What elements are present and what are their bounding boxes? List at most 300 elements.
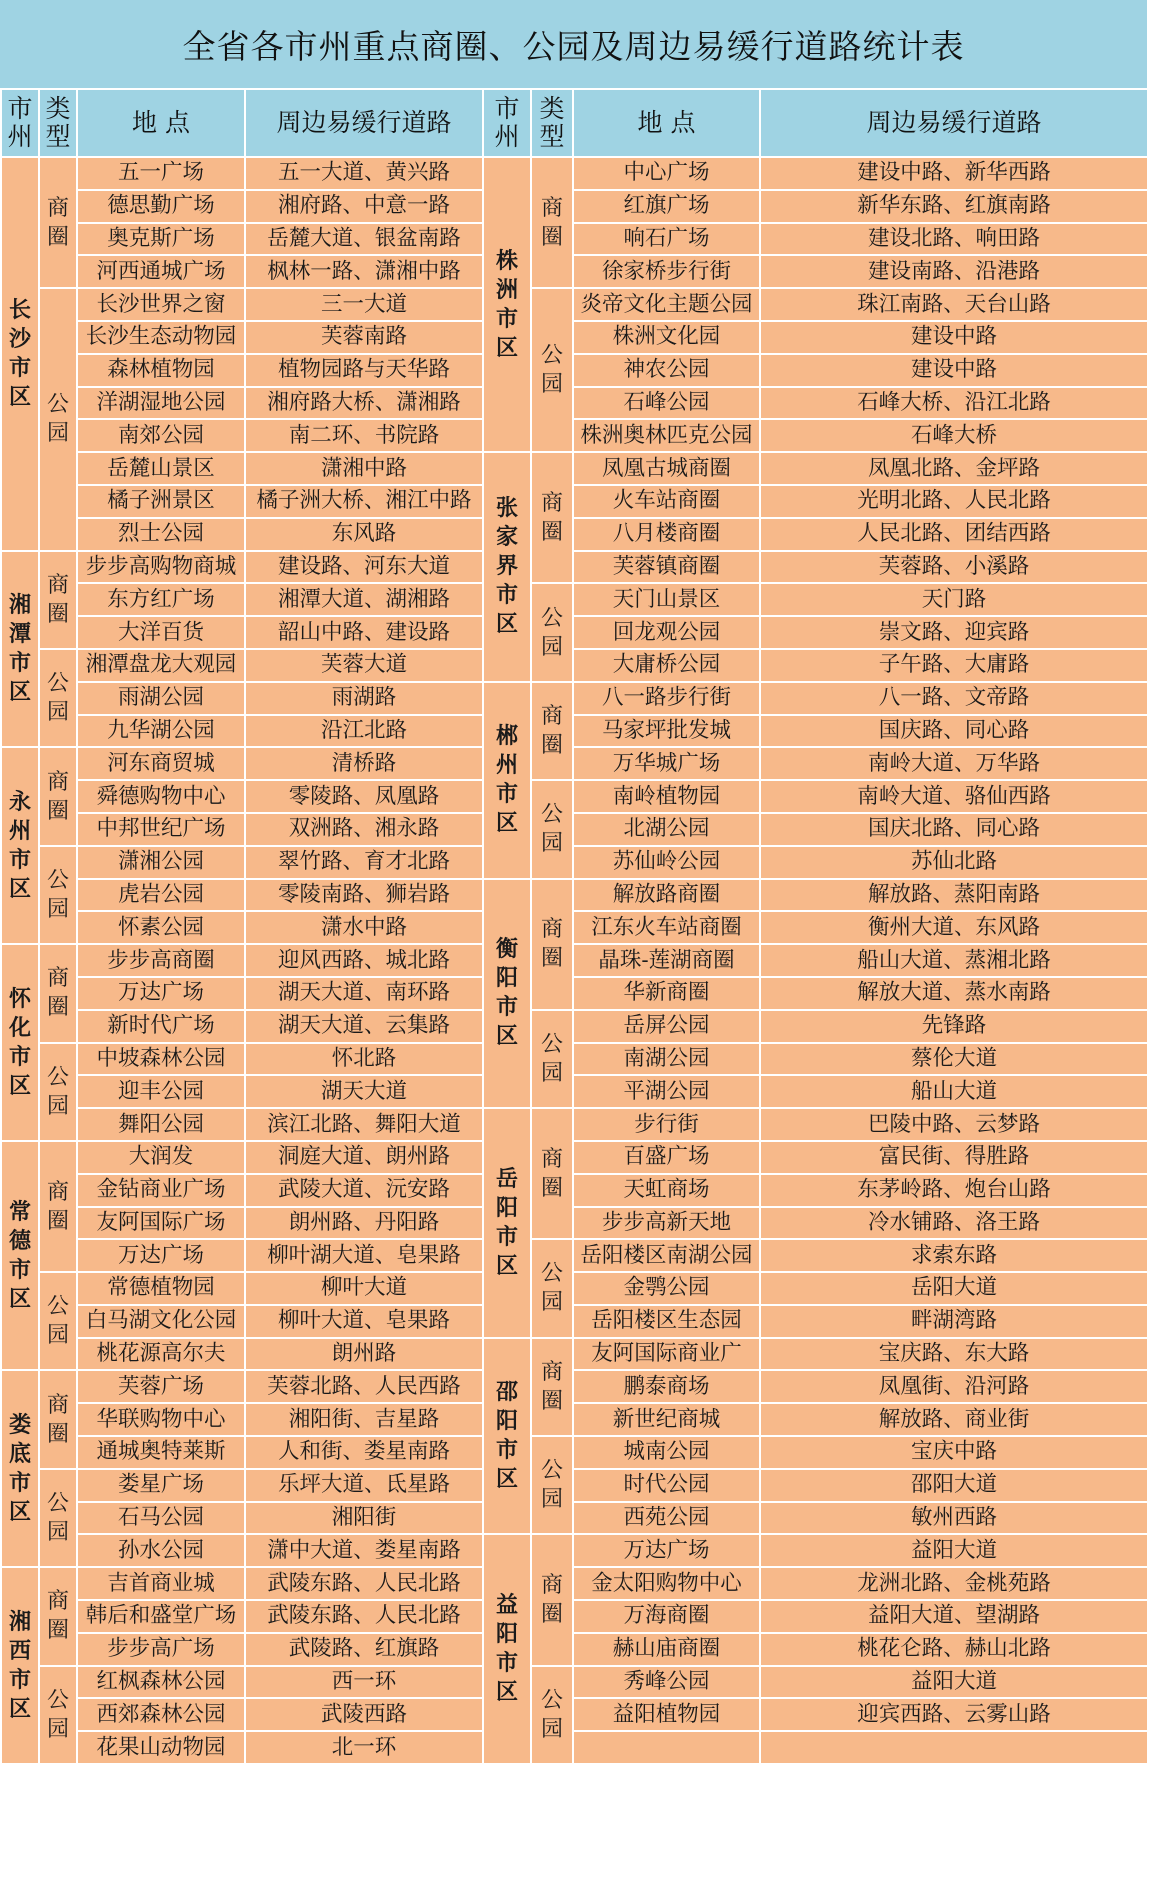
location-cell: 万达广场 xyxy=(573,1534,760,1567)
vertical-text: 永州市区 xyxy=(8,788,31,902)
location-cell: 森林植物园 xyxy=(77,354,245,387)
header-location: 地 点 xyxy=(77,89,245,157)
location-cell: 奥克斯广场 xyxy=(77,223,245,256)
table-row xyxy=(1,1174,1148,1207)
location-cell: 石马公园 xyxy=(77,1502,245,1535)
roads-cell: 潇中大道、娄星南路 xyxy=(245,1534,483,1567)
roads-cell: 益阳大道 xyxy=(760,1666,1148,1699)
city-cell xyxy=(483,682,531,879)
roads-cell: 衡州大道、东风路 xyxy=(760,911,1148,944)
location-cell: 步步高商圈 xyxy=(77,944,245,977)
location-cell: 步行街 xyxy=(573,1108,760,1141)
city-cell xyxy=(1,1141,39,1371)
location-cell: 东方红广场 xyxy=(77,583,245,616)
location-cell: 万华城广场 xyxy=(573,747,760,780)
roads-cell: 益阳大道 xyxy=(760,1534,1148,1567)
location-cell: 大润发 xyxy=(77,1141,245,1174)
roads-cell: 解放路、蒸阳南路 xyxy=(760,879,1148,912)
roads-cell: 芙蓉北路、人民西路 xyxy=(245,1370,483,1403)
vertical-text: 商圈 xyxy=(540,195,563,250)
header-city: 市州 xyxy=(483,89,531,157)
location-cell: 河西通城广场 xyxy=(77,255,245,288)
location-cell: 虎岩公园 xyxy=(77,879,245,912)
roads-cell: 洞庭大道、朗州路 xyxy=(245,1141,483,1174)
table-row xyxy=(1,551,1148,584)
type-cell xyxy=(39,1666,77,1764)
roads-cell: 石峰大桥 xyxy=(760,419,1148,452)
roads-cell: 岳麓大道、银盆南路 xyxy=(245,223,483,256)
roads-cell: 先锋路 xyxy=(760,1010,1148,1043)
location-cell: 益阳植物园 xyxy=(573,1698,760,1731)
table-row xyxy=(1,321,1148,354)
location-cell: 八月楼商圈 xyxy=(573,518,760,551)
location-cell: 晶珠-莲湖商圈 xyxy=(573,944,760,977)
table-row xyxy=(1,649,1148,682)
location-cell: 石峰公园 xyxy=(573,387,760,420)
city-cell xyxy=(483,452,531,682)
city-cell xyxy=(1,1567,39,1764)
table-row xyxy=(1,1338,1148,1371)
table-row xyxy=(1,223,1148,256)
table-row xyxy=(1,1272,1148,1305)
location-cell: 怀素公园 xyxy=(77,911,245,944)
location-cell: 中坡森林公园 xyxy=(77,1043,245,1076)
city-cell xyxy=(483,157,531,452)
location-cell: 华新商圈 xyxy=(573,977,760,1010)
table-row xyxy=(1,1010,1148,1043)
vertical-text: 商圈 xyxy=(46,572,69,627)
table-row xyxy=(1,1403,1148,1436)
location-cell: 天虹商场 xyxy=(573,1174,760,1207)
roads-cell: 建设路、河东大道 xyxy=(245,551,483,584)
roads-cell: 翠竹路、育才北路 xyxy=(245,846,483,879)
table-row xyxy=(1,255,1148,288)
roads-cell: 芙蓉路、小溪路 xyxy=(760,551,1148,584)
roads-cell: 柳叶大道 xyxy=(245,1272,483,1305)
location-cell: 岳阳楼区生态园 xyxy=(573,1305,760,1338)
roads-cell xyxy=(760,1731,1148,1764)
vertical-text: 湘西市区 xyxy=(8,1608,31,1722)
roads-cell: 国庆北路、同心路 xyxy=(760,813,1148,846)
roads-cell: 新华东路、红旗南路 xyxy=(760,190,1148,223)
location-cell: 河东商贸城 xyxy=(77,747,245,780)
location-cell: 芙蓉广场 xyxy=(77,1370,245,1403)
vertical-text: 商圈 xyxy=(46,966,69,1021)
header-location: 地 点 xyxy=(573,89,760,157)
type-cell xyxy=(531,1534,573,1665)
vertical-text: 长沙市区 xyxy=(8,296,31,410)
roads-cell: 枫林一路、潇湘中路 xyxy=(245,255,483,288)
type-cell xyxy=(531,1239,573,1337)
table-row xyxy=(1,780,1148,813)
location-cell: 岳阳楼区南湖公园 xyxy=(573,1239,760,1272)
location-cell: 通城奥特莱斯 xyxy=(77,1436,245,1469)
roads-cell: 芙蓉南路 xyxy=(245,321,483,354)
roads-cell: 桃花仑路、赫山北路 xyxy=(760,1633,1148,1666)
location-cell: 韩后和盛堂广场 xyxy=(77,1600,245,1633)
location-cell: 炎帝文化主题公园 xyxy=(573,288,760,321)
table-row xyxy=(1,288,1148,321)
roads-cell: 珠江南路、天台山路 xyxy=(760,288,1148,321)
header-roads: 周边易缓行道路 xyxy=(760,89,1148,157)
location-cell: 火车站商圈 xyxy=(573,485,760,518)
location-cell: 华联购物中心 xyxy=(77,1403,245,1436)
table-row xyxy=(1,1370,1148,1403)
location-cell: 北湖公园 xyxy=(573,813,760,846)
roads-cell: 人和街、娄星南路 xyxy=(245,1436,483,1469)
roads-cell: 建设中路 xyxy=(760,354,1148,387)
roads-cell: 邵阳大道 xyxy=(760,1469,1148,1502)
location-cell: 江东火车站商圈 xyxy=(573,911,760,944)
vertical-text: 公园 xyxy=(540,1031,563,1086)
type-cell xyxy=(39,1141,77,1272)
location-cell: 株洲奥林匹克公园 xyxy=(573,419,760,452)
table-row xyxy=(1,1305,1148,1338)
table-row xyxy=(1,846,1148,879)
table-row xyxy=(1,1534,1148,1567)
table-row xyxy=(1,944,1148,977)
vertical-text: 岳阳市区 xyxy=(495,1165,518,1279)
table-row xyxy=(1,682,1148,715)
vertical-text: 商圈 xyxy=(540,490,563,545)
roads-cell: 建设中路、新华西路 xyxy=(760,157,1148,190)
type-cell xyxy=(531,288,573,452)
vertical-text: 衡阳市区 xyxy=(495,936,518,1050)
location-cell: 中邦世纪广场 xyxy=(77,813,245,846)
location-cell: 步步高广场 xyxy=(77,1633,245,1666)
type-cell xyxy=(531,1108,573,1239)
roads-cell: 双洲路、湘永路 xyxy=(245,813,483,846)
location-cell: 友阿国际商业广 xyxy=(573,1338,760,1371)
roads-cell: 植物园路与天华路 xyxy=(245,354,483,387)
table-row xyxy=(1,813,1148,846)
roads-cell: 零陵南路、狮岩路 xyxy=(245,879,483,912)
vertical-text: 怀化市区 xyxy=(8,985,31,1099)
roads-cell: 西一环 xyxy=(245,1666,483,1699)
roads-cell: 蔡伦大道 xyxy=(760,1043,1148,1076)
roads-cell: 南二环、书院路 xyxy=(245,419,483,452)
roads-cell: 清桥路 xyxy=(245,747,483,780)
location-cell: 时代公园 xyxy=(573,1469,760,1502)
vertical-text: 商圈 xyxy=(540,1573,563,1628)
location-cell: 友阿国际广场 xyxy=(77,1207,245,1240)
type-cell xyxy=(531,1666,573,1764)
roads-cell: 苏仙北路 xyxy=(760,846,1148,879)
city-cell xyxy=(483,1108,531,1338)
roads-cell: 子午路、大庸路 xyxy=(760,649,1148,682)
location-cell: 长沙生态动物园 xyxy=(77,321,245,354)
roads-cell: 韶山中路、建设路 xyxy=(245,616,483,649)
roads-cell: 益阳大道、望湖路 xyxy=(760,1600,1148,1633)
roads-cell: 湖天大道、南环路 xyxy=(245,977,483,1010)
roads-cell: 建设中路 xyxy=(760,321,1148,354)
roads-cell: 东茅岭路、炮台山路 xyxy=(760,1174,1148,1207)
location-cell: 迎丰公园 xyxy=(77,1075,245,1108)
roads-cell: 雨湖路 xyxy=(245,682,483,715)
roads-cell: 敏州西路 xyxy=(760,1502,1148,1535)
statistics-table xyxy=(0,88,1149,1765)
vertical-text: 湘潭市区 xyxy=(8,591,31,705)
vertical-text: 商圈 xyxy=(46,1589,69,1644)
table-row xyxy=(1,1043,1148,1076)
location-cell: 大洋百货 xyxy=(77,616,245,649)
location-cell: 湘潭盘龙大观园 xyxy=(77,649,245,682)
table-row xyxy=(1,1633,1148,1666)
location-cell: 烈士公园 xyxy=(77,518,245,551)
location-cell: 百盛广场 xyxy=(573,1141,760,1174)
location-cell: 凤凰古城商圈 xyxy=(573,452,760,485)
location-cell: 德思勤广场 xyxy=(77,190,245,223)
roads-cell: 迎风西路、城北路 xyxy=(245,944,483,977)
location-cell: 红旗广场 xyxy=(573,190,760,223)
table-row xyxy=(1,1698,1148,1731)
roads-cell: 东风路 xyxy=(245,518,483,551)
roads-cell: 湘府路、中意一路 xyxy=(245,190,483,223)
vertical-text: 娄底市区 xyxy=(8,1411,31,1525)
vertical-text: 商圈 xyxy=(540,703,563,758)
table-row xyxy=(1,747,1148,780)
roads-cell: 潇湘中路 xyxy=(245,452,483,485)
roads-cell: 宝庆路、东大路 xyxy=(760,1338,1148,1371)
type-cell xyxy=(39,747,77,845)
roads-cell: 芙蓉大道 xyxy=(245,649,483,682)
roads-cell: 滨江北路、舞阳大道 xyxy=(245,1108,483,1141)
type-cell xyxy=(531,1010,573,1108)
vertical-text: 公园 xyxy=(540,1261,563,1316)
vertical-text: 公园 xyxy=(46,1294,69,1349)
city-cell xyxy=(1,157,39,551)
table-row xyxy=(1,518,1148,551)
table-row xyxy=(1,616,1148,649)
type-cell xyxy=(39,1469,77,1567)
roads-cell: 武陵西路 xyxy=(245,1698,483,1731)
location-cell: 苏仙岭公园 xyxy=(573,846,760,879)
type-cell xyxy=(39,1043,77,1141)
type-cell xyxy=(531,452,573,583)
vertical-text: 公园 xyxy=(46,671,69,726)
city-cell xyxy=(1,747,39,944)
location-cell: 新时代广场 xyxy=(77,1010,245,1043)
city-cell xyxy=(1,551,39,748)
location-cell: 长沙世界之窗 xyxy=(77,288,245,321)
roads-cell: 凤凰街、沿河路 xyxy=(760,1370,1148,1403)
location-cell: 橘子洲景区 xyxy=(77,485,245,518)
roads-cell: 武陵东路、人民北路 xyxy=(245,1600,483,1633)
type-cell xyxy=(39,846,77,944)
location-cell: 五一广场 xyxy=(77,157,245,190)
vertical-text: 商圈 xyxy=(540,1359,563,1414)
table-row xyxy=(1,1141,1148,1174)
table-row xyxy=(1,1239,1148,1272)
location-cell: 万达广场 xyxy=(77,977,245,1010)
roads-cell: 湘府路大桥、潇湘路 xyxy=(245,387,483,420)
table-row xyxy=(1,879,1148,912)
roads-cell: 国庆路、同心路 xyxy=(760,715,1148,748)
roads-cell: 朗州路、丹阳路 xyxy=(245,1207,483,1240)
location-cell: 南湖公园 xyxy=(573,1043,760,1076)
location-cell: 舞阳公园 xyxy=(77,1108,245,1141)
type-cell xyxy=(39,157,77,288)
location-cell: 潇湘公园 xyxy=(77,846,245,879)
vertical-text: 公园 xyxy=(540,1458,563,1513)
city-cell xyxy=(483,1534,531,1764)
roads-cell: 潇水中路 xyxy=(245,911,483,944)
table-row xyxy=(1,1731,1148,1764)
roads-cell: 天门路 xyxy=(760,583,1148,616)
vertical-text: 商圈 xyxy=(46,1392,69,1447)
roads-cell: 朗州路 xyxy=(245,1338,483,1371)
table-row xyxy=(1,1469,1148,1502)
location-cell: 吉首商业城 xyxy=(77,1567,245,1600)
roads-cell: 怀北路 xyxy=(245,1043,483,1076)
table-row xyxy=(1,583,1148,616)
table-body xyxy=(1,157,1148,1764)
location-cell: 回龙观公园 xyxy=(573,616,760,649)
location-cell: 步步高新天地 xyxy=(573,1207,760,1240)
table-row xyxy=(1,1502,1148,1535)
roads-cell: 湘阳街、吉星路 xyxy=(245,1403,483,1436)
location-cell: 株洲文化园 xyxy=(573,321,760,354)
location-cell: 响石广场 xyxy=(573,223,760,256)
type-cell xyxy=(39,288,77,550)
location-cell: 万海商圈 xyxy=(573,1600,760,1633)
roads-cell: 畔湖湾路 xyxy=(760,1305,1148,1338)
type-cell xyxy=(39,649,77,747)
location-cell: 舜德购物中心 xyxy=(77,780,245,813)
table-row xyxy=(1,715,1148,748)
location-cell xyxy=(573,1731,760,1764)
location-cell: 城南公园 xyxy=(573,1436,760,1469)
table-row xyxy=(1,1075,1148,1108)
location-cell: 赫山庙商圈 xyxy=(573,1633,760,1666)
vertical-text: 公园 xyxy=(540,343,563,398)
roads-cell: 南岭大道、骆仙西路 xyxy=(760,780,1148,813)
roads-cell: 富民街、得胜路 xyxy=(760,1141,1148,1174)
vertical-text: 邵阳市区 xyxy=(495,1379,518,1493)
roads-cell: 光明北路、人民北路 xyxy=(760,485,1148,518)
location-cell: 新世纪商城 xyxy=(573,1403,760,1436)
roads-cell: 武陵路、红旗路 xyxy=(245,1633,483,1666)
location-cell: 西苑公园 xyxy=(573,1502,760,1535)
roads-cell: 零陵路、凤凰路 xyxy=(245,780,483,813)
vertical-text: 公园 xyxy=(46,392,69,447)
vertical-text: 公园 xyxy=(46,1064,69,1119)
roads-cell: 岳阳大道 xyxy=(760,1272,1148,1305)
location-cell: 白马湖文化公园 xyxy=(77,1305,245,1338)
vertical-text: 常德市区 xyxy=(8,1198,31,1312)
location-cell: 金太阳购物中心 xyxy=(573,1567,760,1600)
roads-cell: 北一环 xyxy=(245,1731,483,1764)
roads-cell: 宝庆中路 xyxy=(760,1436,1148,1469)
roads-cell: 五一大道、黄兴路 xyxy=(245,157,483,190)
roads-cell: 柳叶大道、皂果路 xyxy=(245,1305,483,1338)
table-row xyxy=(1,485,1148,518)
location-cell: 大庸桥公园 xyxy=(573,649,760,682)
location-cell: 解放路商圈 xyxy=(573,879,760,912)
city-cell xyxy=(1,1370,39,1567)
vertical-text: 张家界市区 xyxy=(495,495,518,638)
location-cell: 常德植物园 xyxy=(77,1272,245,1305)
roads-cell: 解放路、商业街 xyxy=(760,1403,1148,1436)
city-cell xyxy=(483,879,531,1109)
table-row xyxy=(1,1600,1148,1633)
header-type: 类型 xyxy=(531,89,573,157)
type-cell xyxy=(39,551,77,649)
type-cell xyxy=(39,1272,77,1370)
table-row xyxy=(1,1207,1148,1240)
roads-cell: 湘潭大道、湖湘路 xyxy=(245,583,483,616)
roads-cell: 湖天大道 xyxy=(245,1075,483,1108)
table-title: 全省各市州重点商圈、公园及周边易缓行道路统计表 xyxy=(0,0,1147,90)
roads-cell: 人民北路、团结西路 xyxy=(760,518,1148,551)
vertical-text: 公园 xyxy=(46,1687,69,1742)
roads-cell: 沿江北路 xyxy=(245,715,483,748)
location-cell: 马家坪批发城 xyxy=(573,715,760,748)
table-row xyxy=(1,911,1148,944)
vertical-text: 商圈 xyxy=(540,917,563,972)
roads-cell: 湖天大道、云集路 xyxy=(245,1010,483,1043)
roads-cell: 巴陵中路、云梦路 xyxy=(760,1108,1148,1141)
roads-cell: 武陵东路、人民北路 xyxy=(245,1567,483,1600)
type-cell xyxy=(531,879,573,1010)
roads-cell: 柳叶湖大道、皂果路 xyxy=(245,1239,483,1272)
vertical-text: 商圈 xyxy=(46,195,69,250)
location-cell: 徐家桥步行街 xyxy=(573,255,760,288)
roads-cell: 迎宾西路、云雾山路 xyxy=(760,1698,1148,1731)
vertical-text: 商圈 xyxy=(46,1179,69,1234)
table-row xyxy=(1,419,1148,452)
location-cell: 九华湖公园 xyxy=(77,715,245,748)
roads-cell: 石峰大桥、沿江北路 xyxy=(760,387,1148,420)
location-cell: 南岭植物园 xyxy=(573,780,760,813)
location-cell: 秀峰公园 xyxy=(573,1666,760,1699)
vertical-text: 商圈 xyxy=(540,1146,563,1201)
roads-cell: 武陵大道、沅安路 xyxy=(245,1174,483,1207)
city-cell xyxy=(1,944,39,1141)
location-cell: 南郊公园 xyxy=(77,419,245,452)
vertical-text: 公园 xyxy=(46,1491,69,1546)
type-cell xyxy=(531,1338,573,1436)
table-row xyxy=(1,977,1148,1010)
location-cell: 桃花源高尔夫 xyxy=(77,1338,245,1371)
vertical-text: 株洲市区 xyxy=(495,247,518,361)
vertical-text: 公园 xyxy=(540,1687,563,1742)
vertical-text: 公园 xyxy=(540,802,563,857)
location-cell: 鹏泰商场 xyxy=(573,1370,760,1403)
header-city: 市州 xyxy=(1,89,39,157)
table-row xyxy=(1,387,1148,420)
roads-cell: 崇文路、迎宾路 xyxy=(760,616,1148,649)
table-row xyxy=(1,157,1148,190)
type-cell xyxy=(39,1370,77,1468)
location-cell: 天门山景区 xyxy=(573,583,760,616)
location-cell: 八一路步行街 xyxy=(573,682,760,715)
vertical-text: 商圈 xyxy=(46,769,69,824)
city-cell xyxy=(483,1338,531,1535)
type-cell xyxy=(531,1436,573,1534)
vertical-text: 郴州市区 xyxy=(495,723,518,837)
roads-cell: 三一大道 xyxy=(245,288,483,321)
table-row xyxy=(1,1666,1148,1699)
table-row xyxy=(1,190,1148,223)
table-row xyxy=(1,1108,1148,1141)
location-cell: 洋湖湿地公园 xyxy=(77,387,245,420)
table-row xyxy=(1,1567,1148,1600)
roads-cell: 八一路、文帝路 xyxy=(760,682,1148,715)
roads-cell: 冷水铺路、洛王路 xyxy=(760,1207,1148,1240)
table-row xyxy=(1,354,1148,387)
roads-cell: 建设南路、沿港路 xyxy=(760,255,1148,288)
